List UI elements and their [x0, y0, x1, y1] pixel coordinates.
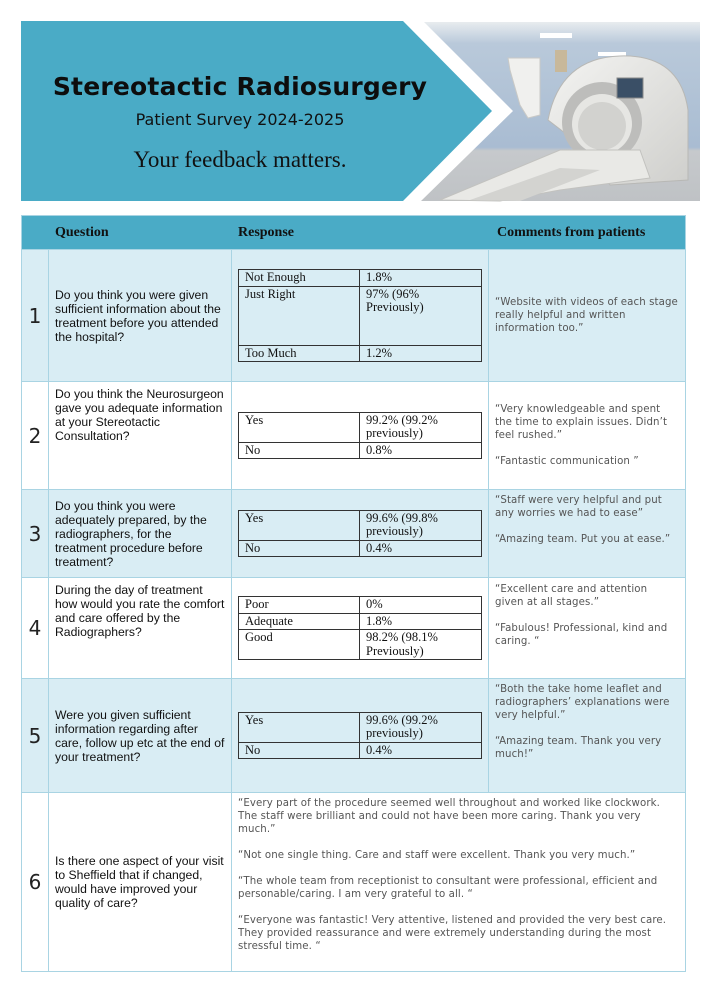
response-value: 98.2% (98.1% Previously) [360, 630, 482, 660]
patient-comment: “Amazing team. Put you at ease.” [495, 534, 671, 545]
question-text: Do you think the Neurosurgeon gave you adequate information at your Stereotactic Consultation? [55, 387, 224, 443]
table-row [22, 678, 685, 792]
question-text: Do you think you were adequately prepared, by the radiographers, for the treatment procedure before treatment? [55, 498, 207, 569]
response-table [238, 269, 482, 362]
survey-table [21, 215, 686, 972]
response-row [239, 597, 482, 614]
table-row [22, 792, 685, 971]
banner-title: Stereotactic Radiosurgery [52, 72, 428, 101]
response-value: 0.4% [360, 742, 482, 759]
response-row [239, 630, 482, 660]
patient-comment: “Fabulous! Professional, kind and caring. “ [495, 623, 668, 647]
response-row [239, 442, 482, 459]
banner-subtitle: Patient Survey 2024-2025 [135, 110, 345, 129]
header-response: Response [238, 224, 295, 240]
table-header-row [22, 216, 685, 249]
response-label: Yes [239, 510, 360, 540]
table-row [22, 381, 685, 489]
response-label: Not Enough [239, 270, 360, 287]
question-text: Were you given sufficient information regarding after care, follow up etc at the end of your treatment? [55, 707, 225, 764]
table-row [22, 489, 685, 577]
response-row [239, 540, 482, 557]
response-label: No [239, 442, 360, 459]
response-table [238, 712, 482, 760]
header-question: Question [55, 224, 109, 240]
patient-comment: “Amazing team. Thank you very much!” [495, 736, 662, 760]
response-value: 0.4% [360, 540, 482, 557]
response-row [239, 286, 482, 345]
response-label: Good [239, 630, 360, 660]
response-label: Just Right [239, 286, 360, 345]
response-value: 1.8% [360, 270, 482, 287]
response-row [239, 742, 482, 759]
question-text: Is there one aspect of your visit to Sheffield that if changed, would have improved your quality of care? [55, 854, 224, 910]
response-row [239, 613, 482, 630]
response-label: Yes [239, 712, 360, 742]
banner-tagline: Your feedback matters. [133, 147, 347, 172]
response-row [239, 270, 482, 287]
patient-comment: “Every part of the procedure seemed well throughout and worked like clockwork. The staff were brilliant and could not have been more caring. Thank you very much.” [238, 798, 660, 835]
header-banner [0, 0, 707, 210]
response-value: 97% (96% Previously) [360, 286, 482, 345]
table-row [22, 249, 685, 381]
patient-comment: “Fantastic communication ” [495, 456, 639, 467]
question-text: Do you think you were given sufficient information about the treatment before you attended the hospital? [55, 287, 221, 344]
response-row [239, 345, 482, 362]
response-value: 0.8% [360, 442, 482, 459]
response-label: Poor [239, 597, 360, 614]
patient-comment: “The whole team from receptionist to consultant were professional, efficient and personable/caring. I am very grateful to all. “ [238, 876, 658, 900]
banner-graphic [0, 0, 707, 210]
patient-comment: “Not one single thing. Care and staff were excellent. Thank you very much.” [238, 850, 636, 861]
response-label: Too Much [239, 345, 360, 362]
patient-comment: “Very knowledgeable and spent the time to explain issues. Didn’t feel rushed.” [495, 404, 668, 441]
question-text: During the day of treatment how would you rate the comfort and care offered by the Radiographers? [55, 583, 225, 639]
patient-comment: “Everyone was fantastic! Very attentive, listened and provided the very best care. They provided reassurance and were extremely understanding during the most stressful time. “ [238, 915, 667, 952]
response-value: 99.6% (99.8% previously) [360, 510, 482, 540]
question-number: 4 [28, 616, 42, 640]
patient-comment: “Website with videos of each stage really helpful and written information too.” [495, 297, 678, 334]
response-label: No [239, 742, 360, 759]
response-row [239, 712, 482, 742]
question-number: 3 [28, 521, 42, 546]
response-value: 99.6% (99.2% previously) [360, 712, 482, 742]
header-comments: Comments from patients [497, 224, 646, 240]
patient-comment: “Excellent care and attention given at all stages.” [495, 584, 648, 608]
response-value: 1.8% [360, 613, 482, 630]
question-number: 2 [28, 423, 42, 448]
question-number: 5 [28, 723, 42, 748]
question-number: 1 [28, 303, 42, 328]
response-row [239, 510, 482, 540]
response-label: No [239, 540, 360, 557]
response-label: Yes [239, 412, 360, 442]
response-value: 0% [360, 597, 482, 614]
question-number: 6 [28, 870, 42, 894]
response-value: 1.2% [360, 345, 482, 362]
patient-comment: “Both the take home leaflet and radiographers’ explanations were very helpful.” [495, 684, 670, 721]
table-row [22, 577, 685, 678]
response-row [239, 412, 482, 442]
response-table [238, 510, 482, 558]
response-table [238, 412, 482, 460]
response-table [238, 596, 482, 660]
patient-comment: “Staff were very helpful and put any worries we had to ease” [495, 495, 662, 519]
response-label: Adequate [239, 613, 360, 630]
response-value: 99.2% (99.2% previously) [360, 412, 482, 442]
